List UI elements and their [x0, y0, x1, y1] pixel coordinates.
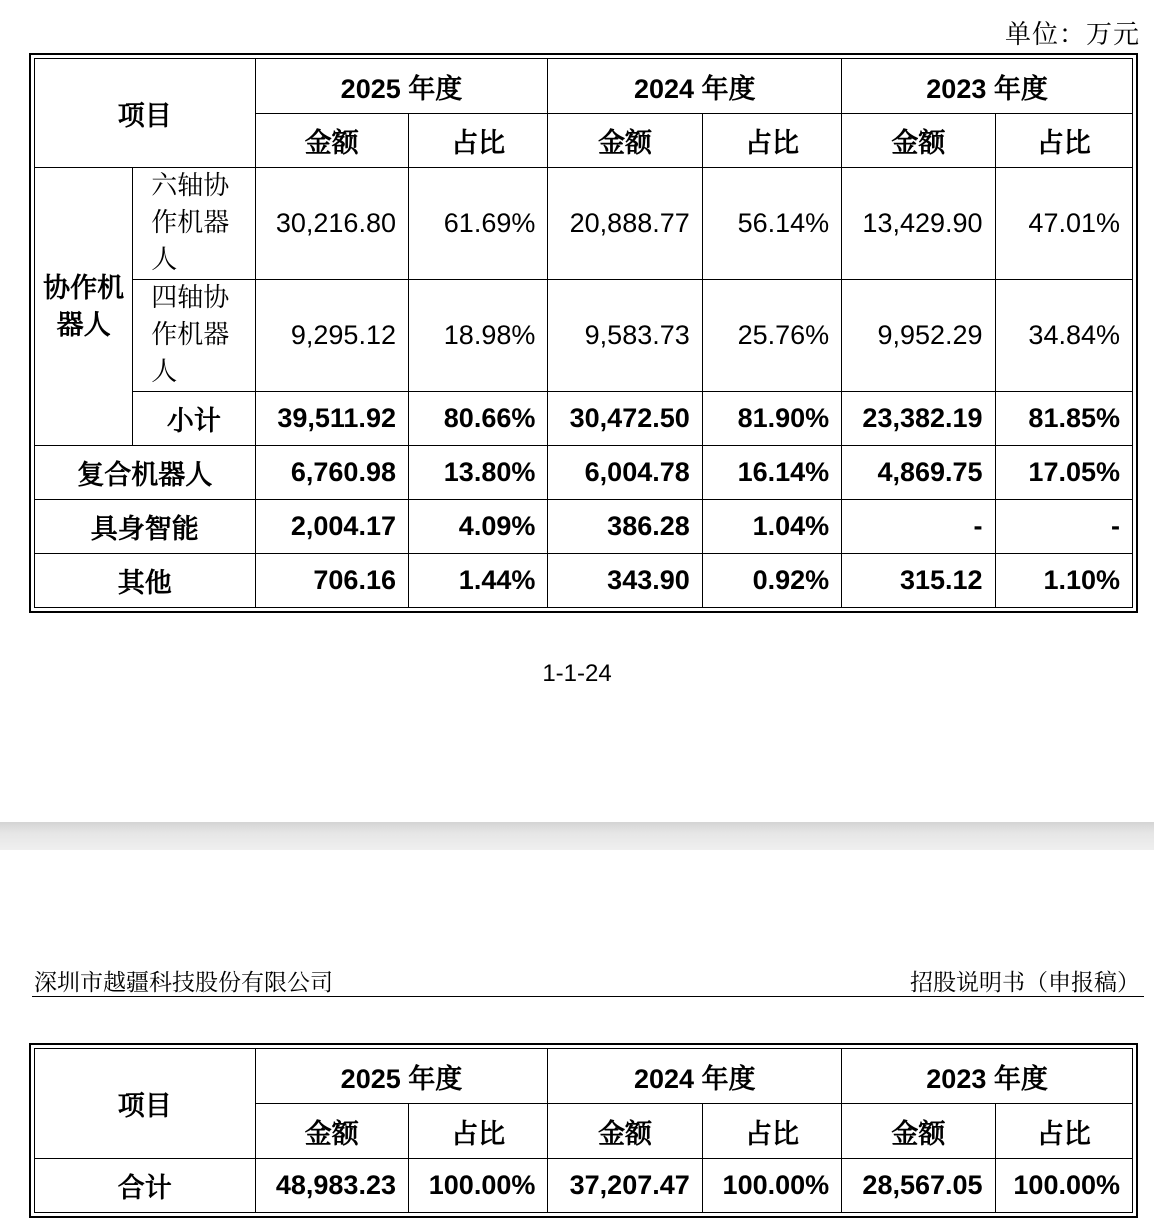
ratio-header: 占比	[702, 1104, 841, 1159]
year-header-2025: 2025 年度	[255, 59, 548, 114]
cell-value: 34.84%	[995, 280, 1132, 392]
cell-value: 61.69%	[408, 168, 547, 280]
cell-value: 4,869.75	[842, 446, 995, 500]
page-divider	[0, 822, 1154, 850]
cell-value: 1.04%	[702, 500, 841, 554]
cell-value: 47.01%	[995, 168, 1132, 280]
cell-value: 80.66%	[408, 392, 547, 446]
table-row	[35, 446, 1133, 500]
year-header-2023: 2023 年度	[842, 59, 1133, 114]
cell-value: 18.98%	[408, 280, 547, 392]
cell-value: 706.16	[255, 554, 408, 608]
row-label: 合计	[35, 1159, 256, 1213]
row-label: 具身智能	[35, 500, 256, 554]
amount-header: 金额	[548, 1104, 702, 1159]
cell-value: 1.10%	[995, 554, 1132, 608]
subtotal-row	[35, 392, 1133, 446]
amount-header: 金额	[548, 114, 702, 168]
document-title: 招股说明书（申报稿）	[910, 970, 1140, 996]
cell-value: 30,216.80	[255, 168, 408, 280]
year-header-2025: 2025 年度	[255, 1049, 548, 1104]
row-label: 小计	[133, 392, 255, 446]
row-label: 六轴协作机器人	[133, 168, 255, 280]
cell-value: 17.05%	[995, 446, 1132, 500]
cell-value: 4.09%	[408, 500, 547, 554]
cell-value: 81.85%	[995, 392, 1132, 446]
amount-header: 金额	[842, 114, 995, 168]
cell-value: 37,207.47	[548, 1159, 702, 1213]
cell-value: 9,952.29	[842, 280, 995, 392]
table-row	[35, 280, 1133, 392]
cell-value: 100.00%	[995, 1159, 1132, 1213]
cell-value: 39,511.92	[255, 392, 408, 446]
total-table	[34, 1048, 1133, 1213]
ratio-header: 占比	[408, 1104, 547, 1159]
ratio-header: 占比	[995, 1104, 1132, 1159]
table-row	[35, 168, 1133, 280]
ratio-header: 占比	[995, 114, 1132, 168]
cell-value: 56.14%	[702, 168, 841, 280]
row-label: 其他	[35, 554, 256, 608]
row-label: 四轴协作机器人	[133, 280, 255, 392]
year-header-2023: 2023 年度	[842, 1049, 1133, 1104]
cell-value: 13,429.90	[842, 168, 995, 280]
amount-header: 金额	[842, 1104, 995, 1159]
year-header-2024: 2024 年度	[548, 1049, 842, 1104]
cell-value: 25.76%	[702, 280, 841, 392]
cell-value: 343.90	[548, 554, 702, 608]
item-header: 项目	[35, 1049, 256, 1159]
cell-value: -	[842, 500, 995, 554]
year-header-2024: 2024 年度	[548, 59, 842, 114]
cell-value: 23,382.19	[842, 392, 995, 446]
cell-value: 0.92%	[702, 554, 841, 608]
amount-header: 金额	[255, 1104, 408, 1159]
cell-value: 20,888.77	[548, 168, 702, 280]
cell-value: 9,583.73	[548, 280, 702, 392]
cell-value: 100.00%	[408, 1159, 547, 1213]
cell-value: 386.28	[548, 500, 702, 554]
cell-value: 81.90%	[702, 392, 841, 446]
ratio-header: 占比	[408, 114, 547, 168]
cell-value: 6,004.78	[548, 446, 702, 500]
table-row	[35, 554, 1133, 608]
cell-value: 9,295.12	[255, 280, 408, 392]
row-label: 复合机器人	[35, 446, 256, 500]
ratio-header: 占比	[702, 114, 841, 168]
cell-value: 2,004.17	[255, 500, 408, 554]
cell-value: 13.80%	[408, 446, 547, 500]
page-number: 1-1-24	[542, 660, 612, 687]
header-row-years	[35, 59, 1133, 114]
company-name: 深圳市越疆科技股份有限公司	[34, 970, 333, 996]
group-label-collab-robot: 协作机器人	[35, 168, 133, 446]
amount-header: 金额	[255, 114, 408, 168]
cell-value: 6,760.98	[255, 446, 408, 500]
unit-label: 单位：万元	[1004, 20, 1140, 50]
table-row	[35, 500, 1133, 554]
revenue-table	[34, 58, 1133, 608]
cell-value: 1.44%	[408, 554, 547, 608]
cell-value: 315.12	[842, 554, 995, 608]
item-header: 项目	[35, 59, 256, 168]
cell-value: 100.00%	[702, 1159, 841, 1213]
header-row-years	[35, 1049, 1133, 1104]
cell-value: -	[995, 500, 1132, 554]
header-rule	[32, 996, 1144, 997]
cell-value: 28,567.05	[842, 1159, 995, 1213]
total-row	[35, 1159, 1133, 1213]
cell-value: 48,983.23	[255, 1159, 408, 1213]
cell-value: 30,472.50	[548, 392, 702, 446]
cell-value: 16.14%	[702, 446, 841, 500]
